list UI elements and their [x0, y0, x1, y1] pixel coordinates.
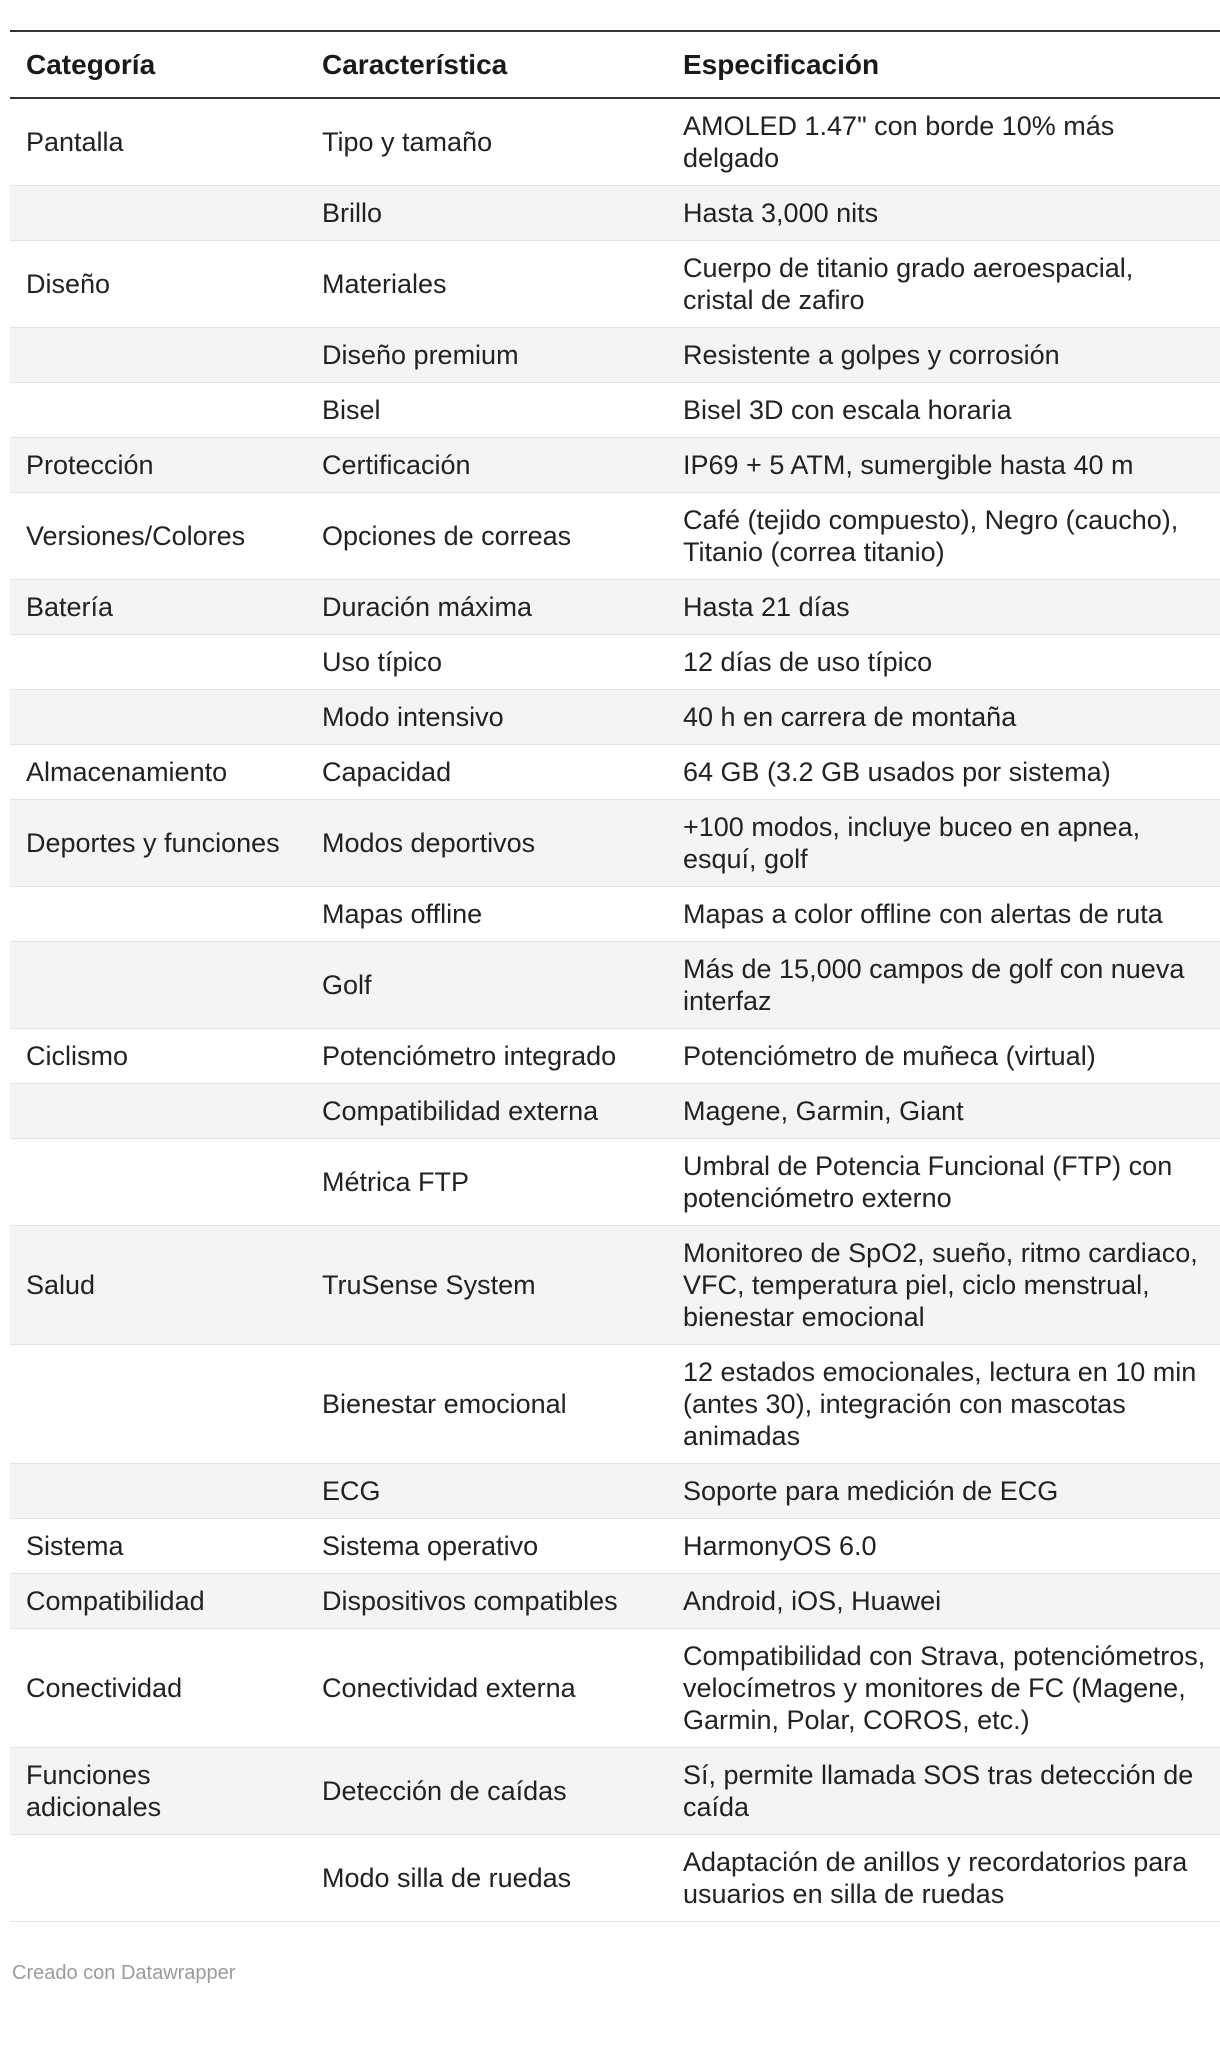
cell-caracteristica: Bienestar emocional	[306, 1345, 667, 1464]
table-row	[10, 1748, 1220, 1835]
cell-especificacion: Resistente a golpes y corrosión	[667, 328, 1220, 383]
cell-especificacion: IP69 + 5 ATM, sumergible hasta 40 m	[667, 438, 1220, 493]
cell-especificacion: 12 días de uso típico	[667, 635, 1220, 690]
cell-categoria: Deportes y funciones	[10, 800, 306, 887]
table-header	[10, 31, 1220, 98]
cell-especificacion: +100 modos, incluye buceo en apnea, esquí, golf	[667, 800, 1220, 887]
table-row	[10, 186, 1220, 241]
cell-especificacion: 40 h en carrera de montaña	[667, 690, 1220, 745]
header-especificacion[interactable]: Especificación	[667, 31, 1220, 98]
cell-categoria	[10, 887, 306, 942]
footer-credit[interactable]: Creado con Datawrapper	[12, 1962, 236, 1984]
datawrapper-table-container	[10, 0, 1220, 1985]
cell-categoria: Compatibilidad	[10, 1574, 306, 1629]
cell-categoria	[10, 635, 306, 690]
cell-caracteristica: Duración máxima	[306, 580, 667, 635]
cell-categoria: Almacenamiento	[10, 745, 306, 800]
cell-categoria: Protección	[10, 438, 306, 493]
cell-categoria: Pantalla	[10, 98, 306, 186]
cell-categoria	[10, 1835, 306, 1922]
table-row	[10, 493, 1220, 580]
table-row	[10, 942, 1220, 1029]
cell-especificacion: 64 GB (3.2 GB usados por sistema)	[667, 745, 1220, 800]
cell-caracteristica: Capacidad	[306, 745, 667, 800]
table-row	[10, 690, 1220, 745]
table-row	[10, 635, 1220, 690]
cell-especificacion: Compatibilidad con Strava, potenciómetros, velocímetros y monitores de FC (Magene, Garmin, Polar, COROS, etc.)	[667, 1629, 1220, 1748]
cell-categoria	[10, 328, 306, 383]
cell-caracteristica: Opciones de correas	[306, 493, 667, 580]
cell-caracteristica: Mapas offline	[306, 887, 667, 942]
table-row	[10, 1835, 1220, 1922]
cell-caracteristica: Diseño premium	[306, 328, 667, 383]
cell-caracteristica: Conectividad externa	[306, 1629, 667, 1748]
cell-especificacion: Cuerpo de titanio grado aeroespacial, cristal de zafiro	[667, 241, 1220, 328]
cell-especificacion: AMOLED 1.47" con borde 10% más delgado	[667, 98, 1220, 186]
table-row	[10, 887, 1220, 942]
cell-caracteristica: Brillo	[306, 186, 667, 241]
cell-caracteristica: Detección de caídas	[306, 1748, 667, 1835]
cell-categoria	[10, 1345, 306, 1464]
cell-especificacion: Adaptación de anillos y recordatorios para usuarios en silla de ruedas	[667, 1835, 1220, 1922]
cell-caracteristica: Modo intensivo	[306, 690, 667, 745]
cell-categoria	[10, 1464, 306, 1519]
table-row	[10, 1629, 1220, 1748]
cell-caracteristica: TruSense System	[306, 1226, 667, 1345]
cell-especificacion: HarmonyOS 6.0	[667, 1519, 1220, 1574]
cell-especificacion: Android, iOS, Huawei	[667, 1574, 1220, 1629]
cell-categoria: Sistema	[10, 1519, 306, 1574]
cell-especificacion: Mapas a color offline con alertas de ruta	[667, 887, 1220, 942]
cell-caracteristica: Sistema operativo	[306, 1519, 667, 1574]
table-row	[10, 1029, 1220, 1084]
table-row	[10, 745, 1220, 800]
cell-categoria: Ciclismo	[10, 1029, 306, 1084]
cell-caracteristica: Modo silla de ruedas	[306, 1835, 667, 1922]
table-row	[10, 1084, 1220, 1139]
cell-categoria	[10, 1139, 306, 1226]
cell-categoria: Diseño	[10, 241, 306, 328]
cell-especificacion: Café (tejido compuesto), Negro (caucho), Titanio (correa titanio)	[667, 493, 1220, 580]
cell-caracteristica: Certificación	[306, 438, 667, 493]
table-body	[10, 98, 1220, 1922]
table-row	[10, 1139, 1220, 1226]
cell-categoria: Funciones adicionales	[10, 1748, 306, 1835]
cell-especificacion: Magene, Garmin, Giant	[667, 1084, 1220, 1139]
cell-caracteristica: Modos deportivos	[306, 800, 667, 887]
cell-especificacion: Hasta 21 días	[667, 580, 1220, 635]
cell-caracteristica: Métrica FTP	[306, 1139, 667, 1226]
table-row	[10, 1226, 1220, 1345]
cell-caracteristica: Bisel	[306, 383, 667, 438]
cell-categoria	[10, 186, 306, 241]
cell-categoria	[10, 942, 306, 1029]
cell-categoria	[10, 383, 306, 438]
table-row	[10, 1574, 1220, 1629]
cell-caracteristica: Compatibilidad externa	[306, 1084, 667, 1139]
table-row	[10, 1345, 1220, 1464]
table-row	[10, 1519, 1220, 1574]
cell-caracteristica: Dispositivos compatibles	[306, 1574, 667, 1629]
header-categoria[interactable]: Categoría	[10, 31, 306, 98]
table-row	[10, 1464, 1220, 1519]
cell-especificacion: Soporte para medición de ECG	[667, 1464, 1220, 1519]
cell-caracteristica: Golf	[306, 942, 667, 1029]
cell-caracteristica: Potenciómetro integrado	[306, 1029, 667, 1084]
cell-categoria	[10, 1084, 306, 1139]
table-row	[10, 438, 1220, 493]
table-row	[10, 580, 1220, 635]
table-row	[10, 800, 1220, 887]
cell-categoria: Salud	[10, 1226, 306, 1345]
cell-especificacion: Potenciómetro de muñeca (virtual)	[667, 1029, 1220, 1084]
spec-table	[10, 30, 1220, 1922]
cell-categoria: Conectividad	[10, 1629, 306, 1748]
cell-especificacion: Hasta 3,000 nits	[667, 186, 1220, 241]
cell-especificacion: Monitoreo de SpO2, sueño, ritmo cardiaco, VFC, temperatura piel, ciclo menstrual, bienestar emocional	[667, 1226, 1220, 1345]
table-row	[10, 98, 1220, 186]
table-row	[10, 241, 1220, 328]
cell-especificacion: Sí, permite llamada SOS tras detección de caída	[667, 1748, 1220, 1835]
cell-categoria: Versiones/Colores	[10, 493, 306, 580]
header-caracteristica[interactable]: Característica	[306, 31, 667, 98]
cell-caracteristica: ECG	[306, 1464, 667, 1519]
table-row	[10, 328, 1220, 383]
cell-caracteristica: Materiales	[306, 241, 667, 328]
table-row	[10, 383, 1220, 438]
cell-especificacion: Umbral de Potencia Funcional (FTP) con potenciómetro externo	[667, 1139, 1220, 1226]
cell-caracteristica: Tipo y tamaño	[306, 98, 667, 186]
cell-categoria	[10, 690, 306, 745]
cell-especificacion: Más de 15,000 campos de golf con nueva interfaz	[667, 942, 1220, 1029]
cell-categoria: Batería	[10, 580, 306, 635]
header-row	[10, 31, 1220, 98]
cell-caracteristica: Uso típico	[306, 635, 667, 690]
cell-especificacion: Bisel 3D con escala horaria	[667, 383, 1220, 438]
cell-especificacion: 12 estados emocionales, lectura en 10 min (antes 30), integración con mascotas animadas	[667, 1345, 1220, 1464]
